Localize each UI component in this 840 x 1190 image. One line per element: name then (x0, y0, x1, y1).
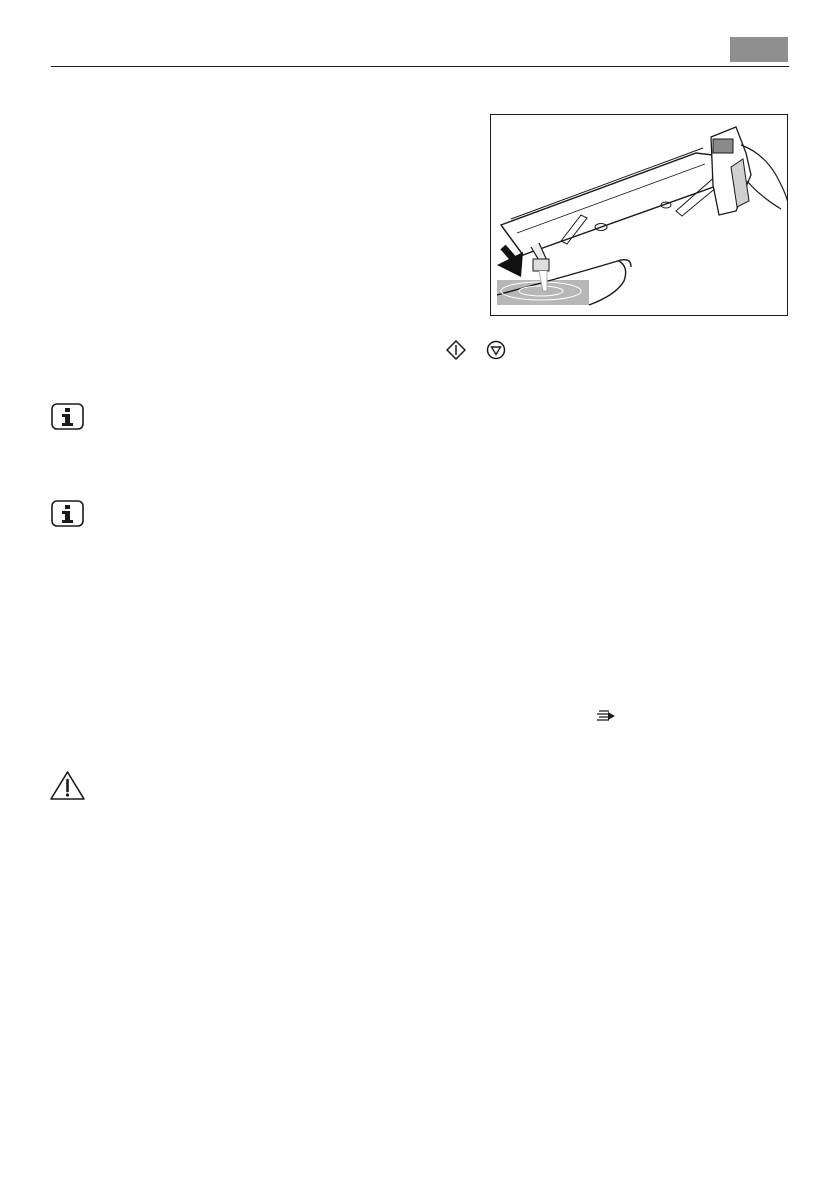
info-icon (51, 403, 84, 430)
arrow-down-icon (497, 247, 523, 277)
rinse-icon (595, 708, 617, 724)
stop-icon (486, 340, 506, 360)
header-accent-tab (730, 37, 788, 62)
drain-panel (501, 153, 719, 255)
info-icon (51, 500, 84, 527)
header-rule (51, 66, 789, 67)
warning-icon (49, 770, 86, 801)
start-pause-icon (446, 340, 466, 360)
filter-drain-figure (490, 114, 788, 316)
